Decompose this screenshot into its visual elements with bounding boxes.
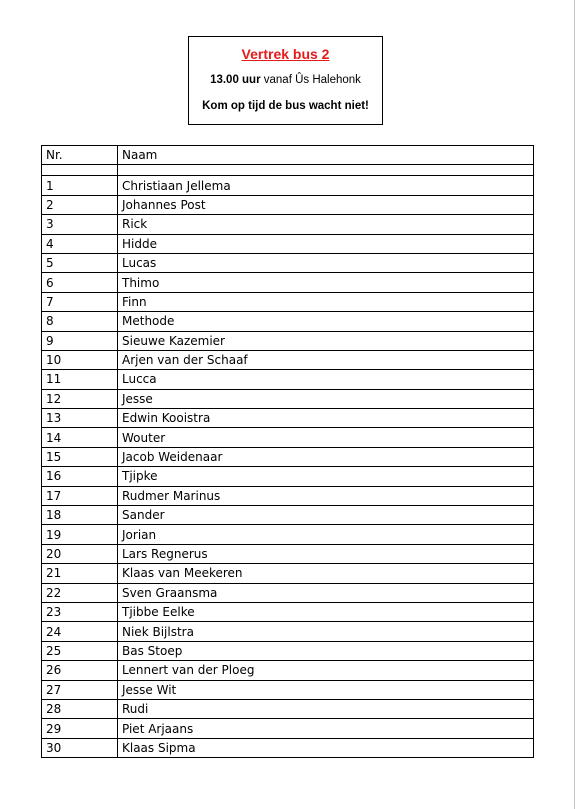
table-row [42,641,534,660]
column-header-name: Naam [118,146,534,165]
table-row [42,699,534,718]
table-row [42,564,534,583]
row-name: Lucas [118,253,534,272]
row-name: Rudi [118,699,534,718]
table-row [42,273,534,292]
row-number: 10 [42,350,118,369]
row-name: Rudmer Marinus [118,486,534,505]
table-row [42,176,534,195]
row-name: Sieuwe Kazemier [118,331,534,350]
column-header-nr: Nr. [42,146,118,165]
row-name: Klaas van Meekeren [118,564,534,583]
row-name: Tjipke [118,467,534,486]
table-row [42,312,534,331]
row-number: 20 [42,544,118,563]
table-row [42,234,534,253]
row-number: 22 [42,583,118,602]
departure-place: vanaf Ûs Halehonk [263,74,361,86]
table-row [42,350,534,369]
table-row [42,602,534,621]
row-number: 30 [42,738,118,757]
row-name: Johannes Post [118,195,534,214]
row-name: Edwin Kooistra [118,409,534,428]
row-number: 8 [42,312,118,331]
row-number: 19 [42,525,118,544]
page-title: Vertrek bus 2 [241,46,330,62]
row-number: 2 [42,195,118,214]
warning-text: Kom op tijd de bus wacht niet! [202,100,369,112]
table-row [42,506,534,525]
row-number: 15 [42,447,118,466]
row-name: Sven Graansma [118,583,534,602]
row-number: 23 [42,602,118,621]
table-header-row [42,146,534,165]
row-number: 17 [42,486,118,505]
row-number: 11 [42,370,118,389]
table-row [42,370,534,389]
row-name: Sander [118,506,534,525]
row-name: Bas Stoep [118,641,534,660]
row-number: 28 [42,699,118,718]
table-row [42,253,534,272]
row-number: 3 [42,215,118,234]
row-name: Tjibbe Eelke [118,602,534,621]
passenger-table [41,145,534,758]
row-number: 18 [42,506,118,525]
row-name: Lennert van der Ploeg [118,661,534,680]
row-number: 29 [42,719,118,738]
row-number: 13 [42,409,118,428]
row-name: Christiaan Jellema [118,176,534,195]
row-number: 1 [42,176,118,195]
row-number: 24 [42,622,118,641]
table-row [42,467,534,486]
table-body [42,165,534,758]
row-name: Jesse Wit [118,680,534,699]
row-name: Lars Regnerus [118,544,534,563]
table-row [42,331,534,350]
table-row [42,292,534,311]
row-number: 7 [42,292,118,311]
row-name: Piet Arjaans [118,719,534,738]
row-number: 25 [42,641,118,660]
row-name: Lucca [118,370,534,389]
spacer-cell [118,165,534,176]
table-row [42,215,534,234]
table-row [42,447,534,466]
row-name: Finn [118,292,534,311]
table-row [42,583,534,602]
row-number: 4 [42,234,118,253]
spacer-cell [42,165,118,176]
table-row [42,622,534,641]
table-row [42,525,534,544]
table-row [42,661,534,680]
table-row [42,195,534,214]
row-name: Methode [118,312,534,331]
row-number: 5 [42,253,118,272]
row-name: Hidde [118,234,534,253]
row-number: 26 [42,661,118,680]
row-name: Jesse [118,389,534,408]
table-row [42,719,534,738]
table-row [42,409,534,428]
row-name: Arjen van der Schaaf [118,350,534,369]
spacer-row [42,165,534,176]
row-name: Wouter [118,428,534,447]
table-row [42,389,534,408]
row-name: Rick [118,215,534,234]
header-box [188,36,383,125]
departure-time: 13.00 uur [210,74,261,86]
row-number: 14 [42,428,118,447]
table-row [42,544,534,563]
table-row [42,738,534,757]
row-number: 9 [42,331,118,350]
table-row [42,486,534,505]
row-number: 16 [42,467,118,486]
row-number: 6 [42,273,118,292]
row-name: Niek Bijlstra [118,622,534,641]
row-name: Thimo [118,273,534,292]
row-name: Jacob Weidenaar [118,447,534,466]
row-number: 12 [42,389,118,408]
row-number: 21 [42,564,118,583]
table-row [42,680,534,699]
row-name: Klaas Sipma [118,738,534,757]
table-row [42,428,534,447]
row-number: 27 [42,680,118,699]
row-name: Jorian [118,525,534,544]
departure-info [189,73,382,87]
